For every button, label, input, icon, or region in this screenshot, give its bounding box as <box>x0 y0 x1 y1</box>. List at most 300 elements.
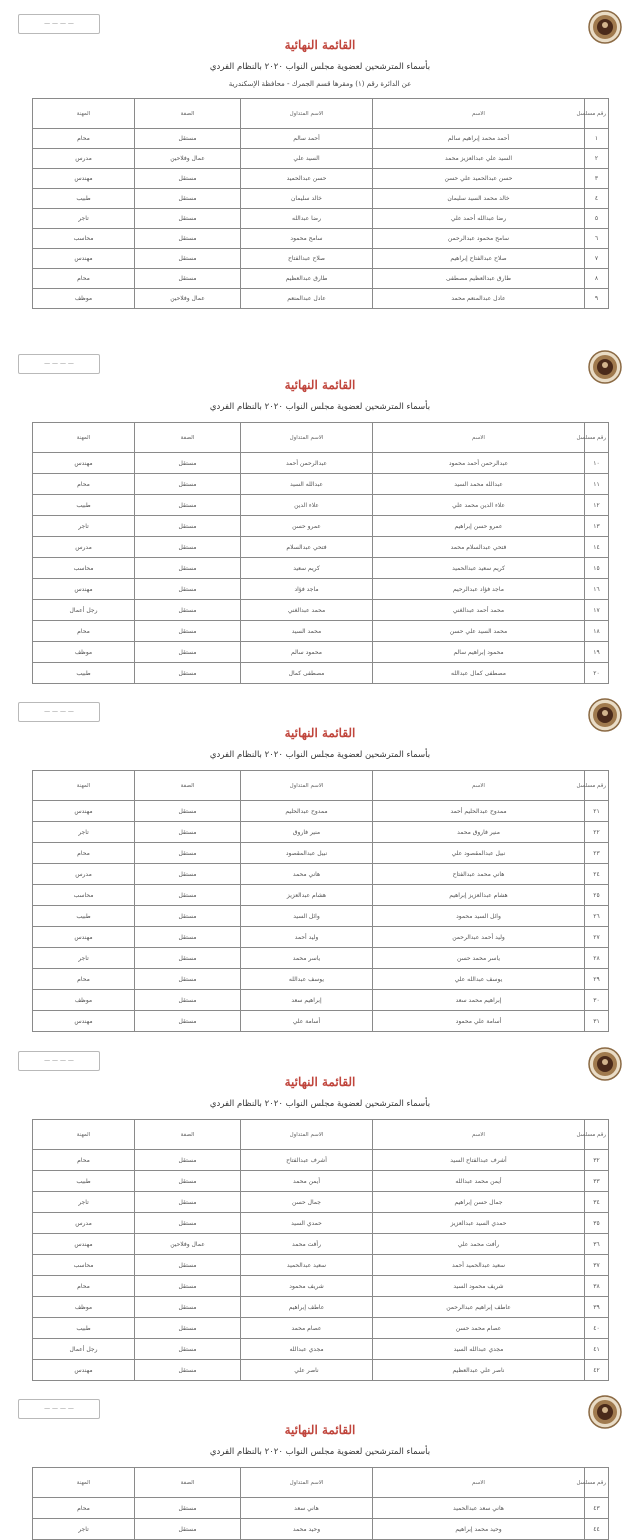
table-cell: مستقل <box>135 1255 241 1276</box>
table-cell: ١٩ <box>585 642 609 663</box>
table-cell: ١٢ <box>585 495 609 516</box>
table-cell: ١٧ <box>585 600 609 621</box>
table-cell: ٣٢ <box>585 1150 609 1171</box>
table-cell: يوسف عبدالله <box>241 969 373 990</box>
table-cell: ١ <box>585 129 609 149</box>
table-row <box>33 948 609 969</box>
table-cell: موظف <box>33 642 135 663</box>
stamp-box: — — — — <box>18 702 100 722</box>
table-cell: هشام عبدالعزيز <box>241 885 373 906</box>
table-cell: ١٦ <box>585 579 609 600</box>
table-header-cell: المهنة <box>33 423 135 453</box>
table-header-cell: الاسم <box>373 1468 585 1498</box>
table-header-cell: الاسم المتداول <box>241 771 373 801</box>
table-cell: مستقل <box>135 1519 241 1540</box>
table-cell: موظف <box>33 289 135 309</box>
table-cell: أيمن محمد <box>241 1171 373 1192</box>
table-row <box>33 579 609 600</box>
table-cell: مستقل <box>135 1498 241 1519</box>
table-cell: ١٣ <box>585 516 609 537</box>
table-cell: شريف محمود <box>241 1276 373 1297</box>
table-cell: هاني محمد عبدالفتاح <box>373 864 585 885</box>
table-cell: مهندس <box>33 1011 135 1032</box>
table-header-cell: الصفة <box>135 1120 241 1150</box>
table-cell: أحمد سالم <box>241 129 373 149</box>
table-row <box>33 1297 609 1318</box>
table-row <box>33 927 609 948</box>
table-cell: مستقل <box>135 969 241 990</box>
table-cell: محام <box>33 1498 135 1519</box>
table-cell: مدرس <box>33 1213 135 1234</box>
table-cell: ٢٠ <box>585 663 609 684</box>
table-cell: محام <box>33 474 135 495</box>
table-cell: نبيل عبدالمقصود علي <box>373 843 585 864</box>
table-header-row <box>33 1120 609 1150</box>
table-cell: ٢٨ <box>585 948 609 969</box>
table-cell: مستقل <box>135 129 241 149</box>
candidates-table <box>32 98 609 309</box>
table-cell: محام <box>33 1276 135 1297</box>
table-cell: ٥ <box>585 209 609 229</box>
table-row <box>33 600 609 621</box>
table-cell: مستقل <box>135 885 241 906</box>
table-cell: مستقل <box>135 1339 241 1360</box>
table-cell: مستقل <box>135 1150 241 1171</box>
table-cell: مدرس <box>33 864 135 885</box>
table-cell: ٣ <box>585 169 609 189</box>
table-cell: وليد أحمد <box>241 927 373 948</box>
table-row <box>33 1171 609 1192</box>
table-cell: وليد أحمد عبدالرحمن <box>373 927 585 948</box>
district-line: عن الدائرة رقم (١) ومقرها قسم الجمرك - محافظة الإسكندرية <box>228 80 412 88</box>
table-cell: كريم سعيد عبدالحميد <box>373 558 585 579</box>
table-header-cell: رقم مسلسل <box>585 423 609 453</box>
table-cell: تاجر <box>33 822 135 843</box>
table-row <box>33 801 609 822</box>
table-row <box>33 1213 609 1234</box>
stamp-box: — — — — <box>18 354 100 374</box>
table-cell: مهندس <box>33 169 135 189</box>
table-cell: مستقل <box>135 1276 241 1297</box>
table-cell: مهندس <box>33 453 135 474</box>
table-cell: عصام محمد <box>241 1318 373 1339</box>
table-cell: علاء الدين <box>241 495 373 516</box>
table-header-cell: الصفة <box>135 1468 241 1498</box>
table-row <box>33 129 609 149</box>
table-cell: ٣٠ <box>585 990 609 1011</box>
table-cell: عاطف إبراهيم <box>241 1297 373 1318</box>
page-title: القائمة النهائية <box>284 1075 356 1089</box>
table-cell: ٤٣ <box>585 1498 609 1519</box>
table-cell: السيد علي عبدالعزيز محمد <box>373 149 585 169</box>
table-cell: مدرس <box>33 149 135 169</box>
table-cell: ٣٦ <box>585 1234 609 1255</box>
table-cell: ٢٦ <box>585 906 609 927</box>
table-cell: مصطفى كمال <box>241 663 373 684</box>
table-row <box>33 169 609 189</box>
table-cell: وائل السيد <box>241 906 373 927</box>
table-cell: ١٤ <box>585 537 609 558</box>
table-cell: مستقل <box>135 1011 241 1032</box>
table-cell: حسن عبدالحميد <box>241 169 373 189</box>
table-row <box>33 249 609 269</box>
table-cell: يوسف عبدالله علي <box>373 969 585 990</box>
table-cell: طبيب <box>33 1171 135 1192</box>
table-cell: طبيب <box>33 1318 135 1339</box>
table-cell: حمدي السيد عبدالعزيز <box>373 1213 585 1234</box>
table-header-cell: الاسم <box>373 423 585 453</box>
table-cell: مجدي عبدالله <box>241 1339 373 1360</box>
candidates-table <box>32 770 609 1032</box>
table-row <box>33 537 609 558</box>
table-header-cell: المهنة <box>33 1468 135 1498</box>
table-row <box>33 1498 609 1519</box>
table-header-cell: الاسم المتداول <box>241 423 373 453</box>
table-cell: مستقل <box>135 229 241 249</box>
table-cell: ١١ <box>585 474 609 495</box>
table-cell: مستقل <box>135 189 241 209</box>
table-row <box>33 289 609 309</box>
table-cell: مجدي عبدالله السيد <box>373 1339 585 1360</box>
table-cell: رأفت محمد <box>241 1234 373 1255</box>
table-row <box>33 1276 609 1297</box>
table-row <box>33 1318 609 1339</box>
table-cell: وحيد محمد إبراهيم <box>373 1519 585 1540</box>
table-header-row <box>33 423 609 453</box>
table-cell: محام <box>33 129 135 149</box>
table-header-cell: الاسم <box>373 771 585 801</box>
table-cell: صلاح عبدالفتاح <box>241 249 373 269</box>
table-cell: علاء الدين محمد علي <box>373 495 585 516</box>
table-cell: عادل عبدالمنعم <box>241 289 373 309</box>
table-cell: ٣٨ <box>585 1276 609 1297</box>
table-cell: محام <box>33 621 135 642</box>
stamp-box: — — — — <box>18 1051 100 1071</box>
table-row <box>33 969 609 990</box>
table-cell: مستقل <box>135 558 241 579</box>
table-cell: محمد السيد علي حسن <box>373 621 585 642</box>
table-cell: إبراهيم سعد <box>241 990 373 1011</box>
table-cell: سعيد عبدالحميد <box>241 1255 373 1276</box>
table-cell: محام <box>33 1150 135 1171</box>
table-cell: ١٥ <box>585 558 609 579</box>
table-cell: محاسب <box>33 229 135 249</box>
table-header-cell: الاسم المتداول <box>241 99 373 129</box>
table-cell: أيمن محمد عبدالله <box>373 1171 585 1192</box>
table-cell: ياسر محمد <box>241 948 373 969</box>
table-cell: مستقل <box>135 801 241 822</box>
table-cell: هاني سعد <box>241 1498 373 1519</box>
page-title: القائمة النهائية <box>284 1423 356 1437</box>
table-cell: مستقل <box>135 663 241 684</box>
table-cell: عادل عبدالمنعم محمد <box>373 289 585 309</box>
table-cell: منير فاروق محمد <box>373 822 585 843</box>
table-cell: مستقل <box>135 495 241 516</box>
table-cell: عبدالرحمن أحمد محمود <box>373 453 585 474</box>
table-cell: هشام عبدالعزيز إبراهيم <box>373 885 585 906</box>
table-cell: محام <box>33 269 135 289</box>
table-cell: ٣٩ <box>585 1297 609 1318</box>
table-cell: محمد السيد <box>241 621 373 642</box>
table-row <box>33 189 609 209</box>
table-cell: مهندس <box>33 927 135 948</box>
table-cell: ٢٩ <box>585 969 609 990</box>
table-cell: جمال حسن إبراهيم <box>373 1192 585 1213</box>
table-cell: طبيب <box>33 189 135 209</box>
table-cell: سعيد عبدالحميد أحمد <box>373 1255 585 1276</box>
table-cell: مستقل <box>135 990 241 1011</box>
table-header-cell: الصفة <box>135 771 241 801</box>
table-cell: محاسب <box>33 885 135 906</box>
table-cell: مستقل <box>135 474 241 495</box>
table-cell: مستقل <box>135 621 241 642</box>
table-cell: عبدالله محمد السيد <box>373 474 585 495</box>
table-cell: ٢٤ <box>585 864 609 885</box>
table-cell: مستقل <box>135 822 241 843</box>
table-header-cell: الاسم <box>373 99 585 129</box>
table-cell: مستقل <box>135 948 241 969</box>
table-header-cell: رقم مسلسل <box>585 1468 609 1498</box>
table-header-cell: الاسم <box>373 1120 585 1150</box>
table-cell: كريم سعيد <box>241 558 373 579</box>
table-cell: مستقل <box>135 1192 241 1213</box>
page-subtitle: بأسماء المترشحين لعضوية مجلس النواب ٢٠٢٠ بالنظام الفردي <box>209 1447 431 1457</box>
table-row <box>33 1339 609 1360</box>
table-cell: عاطف إبراهيم عبدالرحمن <box>373 1297 585 1318</box>
table-cell: محاسب <box>33 558 135 579</box>
table-header-row <box>33 1468 609 1498</box>
table-cell: مستقل <box>135 906 241 927</box>
table-cell: ٩ <box>585 289 609 309</box>
table-cell: ماجد فؤاد <box>241 579 373 600</box>
table-cell: مستقل <box>135 600 241 621</box>
table-cell: طارق عبدالعظيم مصطفى <box>373 269 585 289</box>
table-cell: عمال وفلاحين <box>135 1234 241 1255</box>
table-cell: حمدي السيد <box>241 1213 373 1234</box>
table-cell: مهندس <box>33 1234 135 1255</box>
table-cell: مستقل <box>135 1213 241 1234</box>
table-row <box>33 990 609 1011</box>
table-cell: ١٠ <box>585 453 609 474</box>
table-cell: مستقل <box>135 579 241 600</box>
table-cell: فتحي عبدالسلام <box>241 537 373 558</box>
table-header-cell: الصفة <box>135 99 241 129</box>
table-cell: عبدالرحمن أحمد <box>241 453 373 474</box>
table-cell: منير فاروق <box>241 822 373 843</box>
table-row <box>33 229 609 249</box>
table-row <box>33 558 609 579</box>
table-row <box>33 1192 609 1213</box>
table-header-cell: المهنة <box>33 771 135 801</box>
table-cell: ٨ <box>585 269 609 289</box>
table-cell: محمد عبدالغني <box>241 600 373 621</box>
table-cell: طبيب <box>33 663 135 684</box>
table-row <box>33 885 609 906</box>
table-cell: عمرو حسن إبراهيم <box>373 516 585 537</box>
table-cell: عمرو حسن <box>241 516 373 537</box>
table-header-cell: رقم مسلسل <box>585 1120 609 1150</box>
page-subtitle: بأسماء المترشحين لعضوية مجلس النواب ٢٠٢٠ بالنظام الفردي <box>209 750 431 760</box>
table-cell: هاني سعد عبدالحميد <box>373 1498 585 1519</box>
table-cell: مستقل <box>135 537 241 558</box>
table-row <box>33 1234 609 1255</box>
table-cell: محمود إبراهيم سالم <box>373 642 585 663</box>
table-row <box>33 1150 609 1171</box>
table-cell: مستقل <box>135 516 241 537</box>
table-cell: ٢ <box>585 149 609 169</box>
table-cell: ٤٠ <box>585 1318 609 1339</box>
table-cell: ٣١ <box>585 1011 609 1032</box>
page-title: القائمة النهائية <box>284 378 356 392</box>
table-header-row <box>33 771 609 801</box>
table-cell: تاجر <box>33 948 135 969</box>
table-cell: حسن عبدالحميد علي حسن <box>373 169 585 189</box>
table-cell: عصام محمد حسن <box>373 1318 585 1339</box>
table-cell: مهندس <box>33 1360 135 1381</box>
table-cell: ٢٣ <box>585 843 609 864</box>
page-title: القائمة النهائية <box>284 726 356 740</box>
table-cell: ٤٤ <box>585 1519 609 1540</box>
table-cell: ٣٤ <box>585 1192 609 1213</box>
table-cell: ٤٢ <box>585 1360 609 1381</box>
table-cell: محمد أحمد عبدالغني <box>373 600 585 621</box>
table-row <box>33 663 609 684</box>
stamp-box: — — — — <box>18 14 100 34</box>
table-cell: ٣٣ <box>585 1171 609 1192</box>
table-cell: ٦ <box>585 229 609 249</box>
table-cell: ٤١ <box>585 1339 609 1360</box>
table-cell: تاجر <box>33 1192 135 1213</box>
table-cell: ٣٧ <box>585 1255 609 1276</box>
table-cell: ٤ <box>585 189 609 209</box>
table-cell: جمال حسن <box>241 1192 373 1213</box>
table-cell: أشرف عبدالفتاح <box>241 1150 373 1171</box>
table-cell: فتحي عبدالسلام محمد <box>373 537 585 558</box>
table-cell: سامح محمود عبدالرحمن <box>373 229 585 249</box>
table-cell: مستقل <box>135 453 241 474</box>
table-cell: وائل السيد محمود <box>373 906 585 927</box>
table-row <box>33 1011 609 1032</box>
table-cell: رجل أعمال <box>33 600 135 621</box>
table-cell: ناصر علي عبدالعظيم <box>373 1360 585 1381</box>
table-cell: مستقل <box>135 249 241 269</box>
table-cell: ممدوح عبدالحليم أحمد <box>373 801 585 822</box>
table-row <box>33 1360 609 1381</box>
table-cell: خالد محمد السيد سليمان <box>373 189 585 209</box>
table-cell: محاسب <box>33 1255 135 1276</box>
table-cell: عمال وفلاحين <box>135 289 241 309</box>
table-cell: مستقل <box>135 1360 241 1381</box>
table-cell: مستقل <box>135 1297 241 1318</box>
table-header-cell: رقم مسلسل <box>585 99 609 129</box>
table-cell: مستقل <box>135 269 241 289</box>
table-cell: رجل أعمال <box>33 1339 135 1360</box>
table-cell: أشرف عبدالفتاح السيد <box>373 1150 585 1171</box>
table-cell: نبيل عبدالمقصود <box>241 843 373 864</box>
table-cell: ٢٢ <box>585 822 609 843</box>
table-cell: مستقل <box>135 642 241 663</box>
table-cell: مستقل <box>135 927 241 948</box>
table-cell: ٢٥ <box>585 885 609 906</box>
table-cell: هاني محمد <box>241 864 373 885</box>
page-title: القائمة النهائية <box>284 38 356 52</box>
table-cell: طارق عبدالعظيم <box>241 269 373 289</box>
table-header-cell: الاسم المتداول <box>241 1120 373 1150</box>
table-cell: السيد علي <box>241 149 373 169</box>
table-cell: ١٨ <box>585 621 609 642</box>
table-cell: ماجد فؤاد عبدالرحيم <box>373 579 585 600</box>
table-cell: ٢٧ <box>585 927 609 948</box>
table-header-cell: رقم مسلسل <box>585 771 609 801</box>
table-cell: ٧ <box>585 249 609 269</box>
table-cell: إبراهيم محمد سعد <box>373 990 585 1011</box>
table-cell: عمال وفلاحين <box>135 149 241 169</box>
page-subtitle: بأسماء المترشحين لعضوية مجلس النواب ٢٠٢٠ بالنظام الفردي <box>209 1099 431 1109</box>
table-cell: محمود سالم <box>241 642 373 663</box>
table-cell: محام <box>33 843 135 864</box>
table-cell: تاجر <box>33 209 135 229</box>
table-row <box>33 269 609 289</box>
table-row <box>33 906 609 927</box>
table-cell: عبدالله السيد <box>241 474 373 495</box>
table-row <box>33 621 609 642</box>
table-header-cell: الصفة <box>135 423 241 453</box>
table-cell: أسامة علي محمود <box>373 1011 585 1032</box>
table-row <box>33 642 609 663</box>
table-cell: مهندس <box>33 579 135 600</box>
table-cell: طبيب <box>33 906 135 927</box>
table-cell: مستقل <box>135 864 241 885</box>
page-subtitle: بأسماء المترشحين لعضوية مجلس النواب ٢٠٢٠ بالنظام الفردي <box>209 62 431 72</box>
candidates-table <box>32 1467 609 1540</box>
table-header-cell: الاسم المتداول <box>241 1468 373 1498</box>
stamp-box: — — — — <box>18 1399 100 1419</box>
table-cell: رضا عبدالله <box>241 209 373 229</box>
table-cell: وحيد محمد <box>241 1519 373 1540</box>
table-row <box>33 1519 609 1540</box>
table-cell: مصطفى كمال عبدالله <box>373 663 585 684</box>
table-cell: تاجر <box>33 1519 135 1540</box>
table-cell: ٢١ <box>585 801 609 822</box>
table-row <box>33 474 609 495</box>
table-cell: محام <box>33 969 135 990</box>
table-cell: مهندس <box>33 249 135 269</box>
table-cell: موظف <box>33 1297 135 1318</box>
table-cell: أحمد محمد إبراهيم سالم <box>373 129 585 149</box>
table-header-row <box>33 99 609 129</box>
table-cell: صلاح عبدالفتاح إبراهيم <box>373 249 585 269</box>
table-cell: مهندس <box>33 801 135 822</box>
table-cell: سامح محمود <box>241 229 373 249</box>
table-row <box>33 864 609 885</box>
table-cell: مستقل <box>135 209 241 229</box>
table-row <box>33 516 609 537</box>
table-cell: ناصر علي <box>241 1360 373 1381</box>
candidates-table <box>32 1119 609 1381</box>
table-cell: مستقل <box>135 1318 241 1339</box>
table-cell: أسامة علي <box>241 1011 373 1032</box>
table-cell: رضا عبدالله أحمد علي <box>373 209 585 229</box>
table-cell: خالد سليمان <box>241 189 373 209</box>
table-cell: مدرس <box>33 537 135 558</box>
table-row <box>33 209 609 229</box>
table-cell: مستقل <box>135 1171 241 1192</box>
table-cell: شريف محمود السيد <box>373 1276 585 1297</box>
table-cell: ممدوح عبدالحليم <box>241 801 373 822</box>
candidates-table <box>32 422 609 684</box>
table-cell: مستقل <box>135 169 241 189</box>
table-row <box>33 1255 609 1276</box>
